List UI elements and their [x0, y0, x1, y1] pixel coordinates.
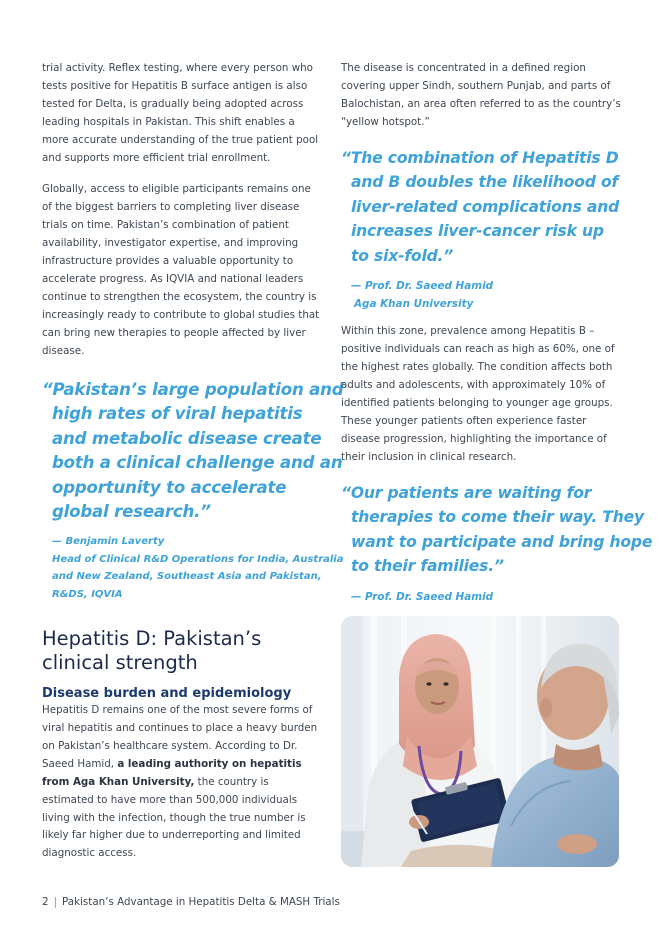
attribution-line: and New Zealand, Southeast Asia and Pakistan,	[52, 571, 322, 583]
attribution-line: — Benjamin Laverty	[52, 536, 165, 548]
body-paragraph	[42, 702, 322, 863]
quote-line: and metabolic disease create	[52, 428, 322, 448]
quote-attribution	[341, 278, 621, 313]
body-bold-text: a leading authority on hepatitis from Aga Khan University,	[42, 757, 302, 788]
attribution-line: Head of Clinical R&D Operations for India, Australia	[52, 553, 344, 565]
section-title-line: clinical strength	[42, 651, 198, 675]
quote-line: high rates of viral hepatitis	[52, 404, 303, 424]
pull-quote	[341, 481, 653, 579]
quote-line: “The combination of Hepatitis D	[341, 148, 619, 167]
quote-line: to six-fold.”	[351, 246, 454, 265]
quote-line: want to participate and bring hope	[351, 532, 653, 551]
quote-line: and B doubles the likelihood of	[351, 173, 619, 192]
quote-line: opportunity to accelerate	[52, 477, 287, 497]
pull-quote	[42, 378, 344, 526]
left-column	[42, 60, 344, 863]
quote-line: “Our patients are waiting for	[341, 483, 592, 502]
attribution-line: R&DS, IQVIA	[52, 588, 123, 600]
pull-quote	[341, 146, 621, 269]
quote-attribution	[42, 533, 344, 603]
body-text: the country is estimated to have more than 500,000 individuals living with the infection, though the true number is likely far higher due to underreporting and limited diagnostic access.	[42, 775, 306, 860]
quote-line: liver-related complications and	[351, 197, 620, 216]
photo-illustration	[341, 616, 619, 867]
body-paragraph: The disease is concentrated in a defined region covering upper Sindh, southern Punjab, and parts of Balochistan, an area often referred to as the country’s “yellow hotspot.”	[341, 62, 621, 128]
quote-line: both a clinical challenge and an	[52, 453, 343, 473]
quote-line: to their families.”	[351, 557, 504, 576]
attribution-line: — Prof. Dr. Saeed Hamid	[351, 280, 494, 293]
attribution-line: — Prof. Dr. Saeed Hamid	[351, 590, 494, 603]
quote-line: “Pakistan’s large population and	[42, 379, 344, 399]
section-title-line: Hepatitis D: Pakistan’s	[42, 627, 262, 651]
body-paragraph: Within this zone, prevalence among Hepatitis B –positive individuals can reach as high as 60%, one of the highest rates globally. The condition affects both adults and adolescents, with approximately 10% of identified patients belonging to younger age groups. These younger patients often experience faster disease progression, highlighting the importance of their inclusion in clinical research.	[341, 325, 615, 463]
body-paragraph: Globally, access to eligible participants remains one of the biggest barriers to completing liver disease trials on time. Pakistan’s combination of patient availability, investigator expertise, and improving infrastructure provides a valuable opportunity to accelerate progress. As IQVIA and national leaders continue to strengthen the ecosystem, the country is increasingly ready to contribute to global studies that can bring new therapies to people affected by liver disease.	[42, 183, 320, 357]
section-title	[42, 627, 322, 675]
quote-attribution	[341, 589, 621, 607]
body-paragraph: trial activity. Reflex testing, where every person who tests positive for Hepatitis B surface antigen is also tested for Delta, is gradually being adopted across leading hospitals in Pakistan. This shift enables a more accurate understanding of the true patient pool and supports more efficient trial enrollment.	[42, 62, 319, 164]
right-column	[341, 60, 653, 606]
page-footer	[42, 896, 340, 908]
quote-line: therapies to come their way. They	[351, 508, 644, 527]
quote-line: increases liver-cancer risk up	[351, 222, 604, 241]
footer-title: Pakistan’s Advantage in Hepatitis Delta & MASH Trials	[62, 896, 340, 908]
doctor-patient-photo	[341, 616, 619, 867]
subheading: Disease burden and epidemiology	[42, 686, 292, 702]
quote-line: global research.”	[52, 502, 211, 522]
body-text: Hepatitis D remains one of the most severe forms of viral hepatitis and continues to place a heavy burden on Pakistan’s healthcare system. According to Dr. Saeed Hamid,	[42, 704, 318, 770]
footer-separator: |	[53, 896, 58, 908]
attribution-line: Aga Khan University	[354, 297, 474, 310]
page-number: 2	[42, 896, 49, 908]
